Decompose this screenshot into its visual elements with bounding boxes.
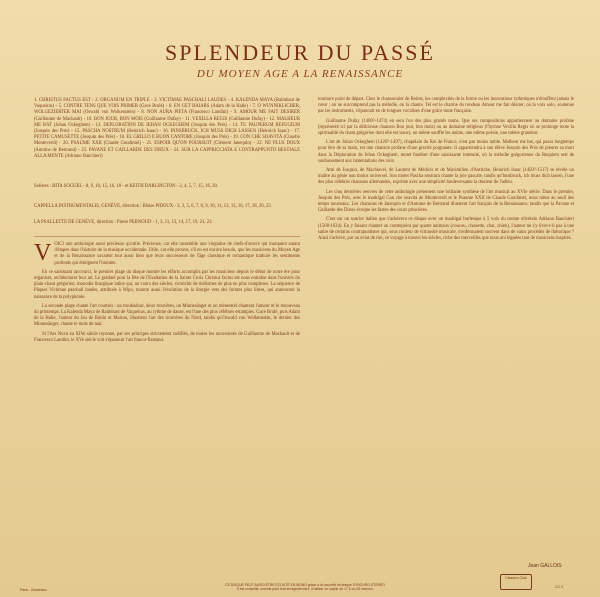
- album-subtitle: DU MOYEN AGE A LA RENAISSANCE: [196, 68, 404, 80]
- footer-line: CE DISQUE PEUT AUSSI ÊTRE ÉCOUTÉ EN MONO grâce à la nouvelle technique SYNCHRO-STÉRÉO: [225, 583, 385, 587]
- printer-credit: Paris - Bordeaux: [20, 588, 47, 592]
- track-list: 1. CHRISTUS FACTUS EST - 2. ORGANUM EN TRIPLE - 3. VICTIMAE PASCHALI LAUDES - 4. KALENDA MAYA (Raimbaut de Vaqueiras) - 5. CONTRE TENS QUE VOIS PRIMER (Gace Brulé) - 6. EN GET BAIARS (Adam de la Halle) - 7. O WUNNIKLICHER, WOLGEZIERTER MAI (Oswald von Wolkenstein) - 8. NON AURA PIETA (Francesco Landini) - 9. AMOUR ME FAIT DESIRER (Guillaume de Machault) - 10. BON JOUR, BON MOIS (Guillaume Dufay) - 11. VEXILLA REGIS (Guillaume Dufay) - 12. MALHEUR ME BAT (Johan Ockeghem) - 13. DEPLORATION DE JEHAN OCKEGHEM (Josquin des Prés) - 14. TU PAUPERUM REFUGIUM (Josquin des Prés) - 15. PASCHA NOSTRUM (Heinrich Isaac) - 16. INNSBRUCK, ICH MUSS DICH LASSEN (Heinrich Isaac) - 17. PETITE CAMUSETTE (Josquin des Prés) - 18. EL GRILLO E BUON CANTORE (Josquin des Prés) - 19. CON CHE SOAVITÀ (Claudio Monteverdi) - 20. PSAUME XXII (Claude Goudimel) - 21. ESPOIR QU'ON POURSUIT (Clément Janequin) - 22. NE PLUS DOUX (Antoine de Bertrand) - 23. PAVANE ET GAILLARDE DES DIEUX - 24. SUR LA CAPPRICCIATA E CONTRAPPUNTO BESTIALE ALLA MENTE (Adriano Banchieri): [34, 98, 300, 159]
- notes-paragraph: Guillaume Dufay (1400?-1474) en sera l'un des plus grands noms. Que ses compositions appartiennent au domaine profane (représenté ici par la délicieuse chanson Bon jour, bon mois) ou au domaine religieux (l'hymne Vexilla Regis où se prolonge toute la spiritualité du chant grégorien dont elle est issue), un même souffle les anime, une même poésie, une même grandeur.: [318, 118, 574, 137]
- performers-cappella: CAPPELLA INSTRUMENTALIS, GENÈVE, direction : Blaise PIDOUX - 2, 3, 5, 6, 7, 8, 9, 10, 11, 12, 13, 16, 17, 18, 20, 22.: [34, 204, 272, 209]
- notes-paragraph: L'art de Johan Ockeghem (1420?-1497), chapelain du Roi de France, n'est pas moins noble. Malheur me bat, qui passa longtemps pour être de sa main, est une chanson profane d'une gravité poignante. Il appartiendra à son élève Josquin des Prés de pleurer sa mort dans la Déploration de Jehan Ockeghem, motet funèbre d'une saisissante intensité, où la mélodie grégorienne du Requiem sert de soubassement aux lamentations des voix.: [318, 140, 574, 164]
- performers-psallette: LA PSALLETTE DE GENÈVE, direction : Pierre PERNOUD - 1, 3, 11, 13, 14, 17, 19, 21, 23.: [34, 220, 213, 225]
- intro-paragraph: Si l'Ars Nova au XIVe siècle rayonne, par ses principes strictement codifiés, de toutes les nouveautés de Guillaume de Machault et de Francesco Landini, le XVe siècle voit s'épanouir l'art franco-flamand.: [34, 331, 300, 343]
- notes-paragraph: Ami de Josquin, de Machiavel, de Laurent de Médicis et de Maximilien d'Autriche, Heinrich Isaac (1450?-1517) se révèle un maître au génie non moins universel. Son motet Pascha nostrum chante la joie pascale, tandis qu'Innsbruck, ich muss dich lassen, l'une des plus célèbres chansons allemandes, exprime avec une simplicité bouleversante la douleur de l'adieu.: [318, 168, 574, 186]
- divider: [34, 236, 300, 237]
- footer-line: Il est conseillé, comme pour tout enregistrement, d'utiliser un saphir de 17,5 ou 25 microns: [237, 587, 373, 591]
- album-title: SPLENDEUR DU PASSÉ: [165, 40, 435, 65]
- drop-cap: V: [34, 240, 52, 266]
- notes-paragraph: tournure point de départ. Chez le chansonnier de Reims, les complexités de la forme ou les innovations rythmiques n'étouffent jamais le cœur ; on ne surcomprend pas la mélodie, on la chante. Tel est le charme du rondeau Amour me fait désirer, où la voix solo, soutenue par les instruments, s'épanouit en de longues vocalises d'une grâce toute française.: [318, 97, 574, 115]
- label-logo: Classics Club: [500, 574, 532, 590]
- intro-paragraph: La seconde plage chante l'art courtois : un troubadour, deux trouvères, un Minnesänger et un ménestrel chantent l'amour et le renouveau du printemps. La Kalenda Maya de Raimbaut de Vaqueiras, au rythme de danse, est l'une des plus célèbres estampies. Gace Brulé, puis Adam de la Halle, l'auteur du Jeu de Robin et Marion, illustrent l'art des trouvères du Nord, tandis qu'Oswald von Wolkenstein, le dernier des Minnesänger, chante le mois de mai.: [34, 303, 300, 328]
- notes-paragraph: C'est sur un sourire italien que s'achèvera ce disque avec un madrigal burlesque à 5 voix du moine olivétain Adriano Banchieri (1568-1634). En y faisant chanter un contrepoint par quatre animaux (coucou, chouette, chat, chien), l'auteur ne s'y livre-t-il pas à une satire de certains contrapuntistes qui, sous couleur de virtuosité musicale, n'enfermaient souvent dans de vains procédés de rhétorique ? Ainsi s'achève, par un éclat de rire, ce voyage à travers les siècles, riche des merveilles que nous ont léguées tant de musiciens inspirés.: [318, 217, 574, 242]
- intro-paragraph: OICI une anthologie aussi précieuse qu'utile. Précieuse, car elle rassemble une vingtaine de chefs-d'œuvre qui marquent autant d'étapes dans l'histoire de la musique occidentale. Utile, car elle prouve, s'il en est encore besoin, que les musiciens du Moyen Age et de la Renaissance savaient tout aussi bien que leurs successeurs de l'âge classique et romantique traduire les sentiments profonds qui étreignent l'homme.: [54, 242, 300, 266]
- intro-paragraph: En ce saisissant raccourci, le premier plage du disque montre les efforts accomplis par les musiciens depuis le début de notre ère pour organiser, architecturer leur art. Le graduel pour la fête de l'Exaltation de la Sainte Croix Christus factus est nous entraîne dans l'univers du plain-chant grégorien, monodie liturgique latine qui, au cours des siècles, s'enrichit de mélismes de plus en plus complexes. La séquence de Pâques Victimae paschali laudes, attribuée à Wipo, montre aussi l'évolution de la liturgie vers des formes plus libres, qui annoncent la naissance de la polyphonie.: [34, 269, 300, 300]
- intro-text: [34, 242, 300, 347]
- catalog-number: CC 2: [555, 585, 564, 589]
- footer-note: [150, 583, 460, 591]
- performers-soloists: Solistes : RITA SOGUEL - 8, 9, 10, 15, 16, 18 - et KEITH DARLINGTON - 2, 4, 5, 7, 15, 16, 20.: [34, 184, 218, 189]
- author-signature: Jean GALLOIS: [528, 563, 562, 569]
- liner-notes-right: [318, 97, 574, 245]
- notes-paragraph: Les cinq dernières oeuvres de cette anthologie présentent une brillante synthèse de l'art musical au XVIe siècle. Dans le premier, Josquin des Prés, avec le madrigal Con che soavità de Monteverdi et le Psaume XXII de Claude Goudimel, nous mène au seuil des temps nouveaux. Les chansons de Janequin et d'Antoine de Bertrand illustrent l'art français de la Renaissance, tandis que la Pavane et Gaillarde des Dieux évoque les fastes des cours princières.: [318, 189, 574, 214]
